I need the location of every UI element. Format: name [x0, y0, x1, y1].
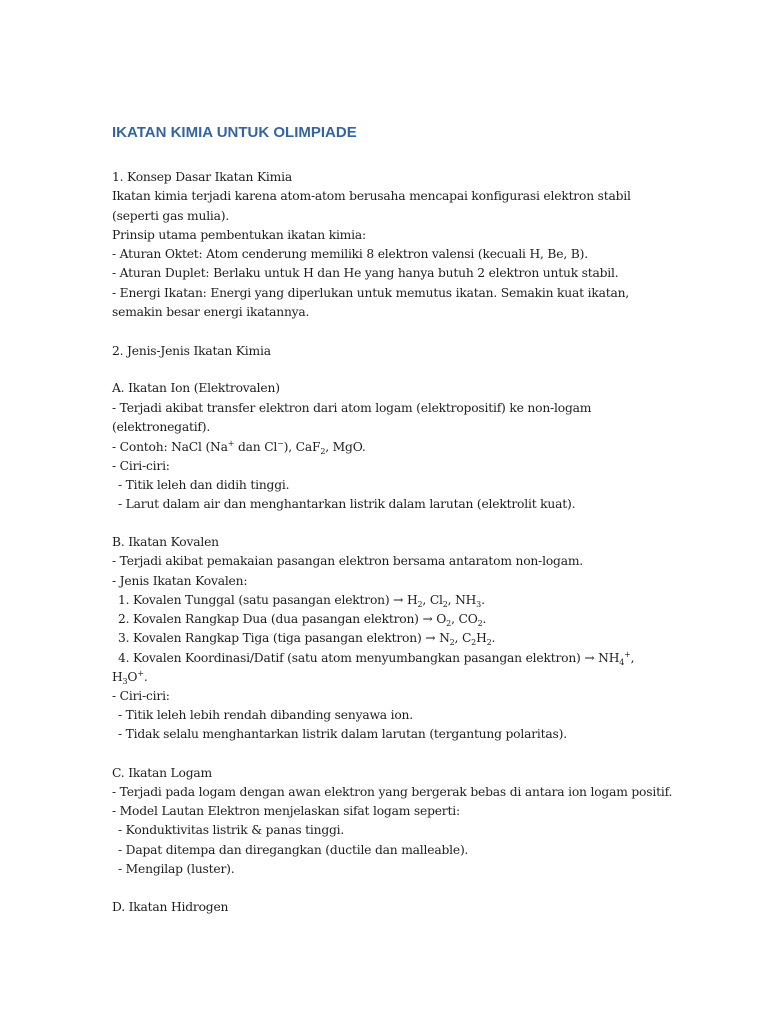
text-line: Ikatan kimia terjadi karena atom-atom berusaha mencapai konfigurasi elektron stabil: [112, 189, 631, 203]
text-line: - Titik leleh lebih rendah dibanding senyawa ion.: [118, 708, 413, 722]
text-line: $H_3O^+$.: [112, 669, 148, 686]
text-line: D. Ikatan Hidrogen: [112, 900, 229, 914]
text-line: - Terjadi pada logam dengan awan elektron yang bergerak bebas di antara ion logam positif.: [112, 785, 673, 799]
text-line: - Ciri-ciri:: [112, 689, 170, 703]
text-line: 2. Jenis-Jenis Ikatan Kimia: [112, 344, 271, 358]
text-line: 3. Kovalen Rangkap Tiga (tiga pasangan elektron) → $N_2$, $C_2H_2$.: [118, 631, 496, 647]
text-line: 1. Konsep Dasar Ikatan Kimia: [112, 170, 292, 184]
text-line: - Aturan Duplet: Berlaku untuk H dan He yang hanya butuh 2 elektron untuk stabil.: [112, 266, 619, 280]
text-line: - Titik leleh dan didih tinggi.: [118, 478, 290, 492]
text-line: - Terjadi akibat transfer elektron dari atom logam (elektropositif) ke non-logam: [112, 401, 592, 415]
text-line: B. Ikatan Kovalen: [112, 535, 219, 549]
text-line: C. Ikatan Logam: [112, 766, 212, 780]
text-line: - Contoh: NaCl (Na+ dan Cl−), CaF$_2$, MgO.: [112, 439, 366, 456]
text-line: - Konduktivitas listrik & panas tinggi.: [118, 823, 345, 837]
text-line: semakin besar energi ikatannya.: [112, 305, 310, 319]
text-line: - Terjadi akibat pemakaian pasangan elektron bersama antaratom non-logam.: [112, 554, 584, 568]
text-line: - Aturan Oktet: Atom cenderung memiliki 8 elektron valensi (kecuali H, Be, B).: [112, 247, 588, 261]
text-line: - Jenis Ikatan Kovalen:: [112, 574, 248, 588]
document-title: IKATAN KIMIA UNTUK OLIMPIADE: [112, 124, 357, 141]
text-line: 4. Kovalen Koordinasi/Datif (satu atom menyumbangkan pasangan elektron) → $NH_4^+$,: [118, 650, 635, 667]
text-line: - Energi Ikatan: Energi yang diperlukan untuk memutus ikatan. Semakin kuat ikatan,: [112, 286, 630, 300]
text-line: Prinsip utama pembentukan ikatan kimia:: [112, 228, 366, 242]
text-line: (seperti gas mulia).: [112, 209, 230, 223]
text-line: 1. Kovalen Tunggal (satu pasangan elektron) → $H_2$, $Cl_2$, $NH_3$.: [118, 593, 485, 609]
text-line: (elektronegatif).: [112, 420, 211, 434]
text-line: - Ciri-ciri:: [112, 459, 170, 473]
text-line: - Model Lautan Elektron menjelaskan sifat logam seperti:: [112, 804, 460, 818]
text-line: - Larut dalam air dan menghantarkan listrik dalam larutan (elektrolit kuat).: [118, 497, 576, 511]
text-line: - Mengilap (luster).: [118, 862, 235, 876]
text-line: - Tidak selalu menghantarkan listrik dalam larutan (tergantung polaritas).: [118, 727, 567, 741]
text-line: - Dapat ditempa dan diregangkan (ductile dan malleable).: [118, 843, 469, 857]
text-line: 2. Kovalen Rangkap Dua (dua pasangan elektron) → $O_2$, $CO_2$.: [118, 612, 487, 628]
text-line: A. Ikatan Ion (Elektrovalen): [112, 381, 280, 395]
